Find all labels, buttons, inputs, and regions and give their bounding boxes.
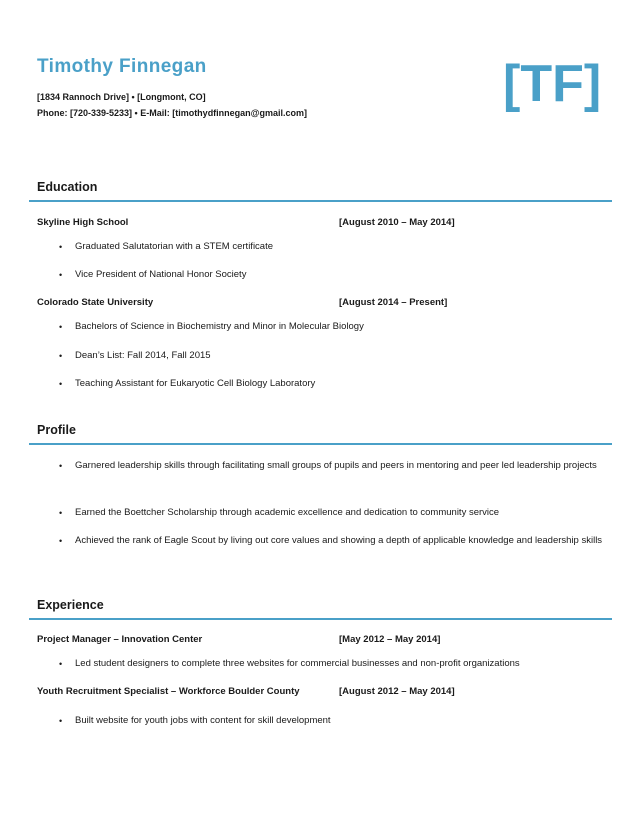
experience-entry-title: Youth Recruitment Specialist – Workforce Boulder County xyxy=(37,686,300,697)
bullet-icon: • xyxy=(59,536,63,546)
bullet-icon: • xyxy=(59,270,63,280)
experience-bullet: Led student designers to complete three websites for commercial businesses and non-profit organizations xyxy=(75,658,520,669)
bullet-icon: • xyxy=(59,322,63,332)
education-bullet: Graduated Salutatorian with a STEM certificate xyxy=(75,241,274,252)
profile-heading: Profile xyxy=(37,423,76,437)
bullet-icon: • xyxy=(59,508,63,518)
bullet-icon: • xyxy=(59,351,63,361)
bullet-icon: • xyxy=(59,659,63,669)
education-bullet: Bachelors of Science in Biochemistry and Minor in Molecular Biology xyxy=(75,321,364,332)
education-entry-date: [August 2014 – Present] xyxy=(339,297,448,308)
education-entry-title: Colorado State University xyxy=(37,297,154,308)
experience-entry-title: Project Manager – Innovation Center xyxy=(37,634,203,645)
profile-bullet: Achieved the rank of Eagle Scout by living out core values and showing a depth of applicable knowledge and leadership skills xyxy=(75,535,603,546)
education-entry-date: [August 2010 – May 2014] xyxy=(339,217,455,228)
candidate-name: Timothy Finnegan xyxy=(37,56,207,77)
profile-divider xyxy=(29,443,612,445)
bullet-icon: • xyxy=(59,379,63,389)
education-divider xyxy=(29,200,612,202)
bullet-icon: • xyxy=(59,716,63,726)
education-bullet: Vice President of National Honor Society xyxy=(75,269,247,280)
education-heading: Education xyxy=(37,180,98,194)
education-entry-title: Skyline High School xyxy=(37,217,129,228)
profile-bullet: Earned the Boettcher Scholarship through academic excellence and dedication to community service xyxy=(75,507,500,518)
profile-bullet: Garnered leadership skills through facilitating small groups of pupils and peers in mentoring and peer led leadership projects xyxy=(75,460,597,471)
experience-entry-date: [August 2012 – May 2014] xyxy=(339,686,455,697)
bullet-icon: • xyxy=(59,461,63,471)
experience-entry-date: [May 2012 – May 2014] xyxy=(339,634,441,645)
monogram-logo: [TF] xyxy=(503,55,602,113)
experience-bullet: Built website for youth jobs with content for skill development xyxy=(75,715,331,726)
bullet-icon: • xyxy=(59,242,63,252)
experience-heading: Experience xyxy=(37,598,104,612)
education-bullet: Teaching Assistant for Eukaryotic Cell Biology Laboratory xyxy=(75,378,316,389)
education-bullet: Dean’s List: Fall 2014, Fall 2015 xyxy=(75,350,211,361)
contact-line: Phone: [720-339-5233] • E-Mail: [timothydfinnegan@gmail.com] xyxy=(37,108,307,118)
address-line: [1834 Rannoch Drive] • [Longmont, CO] xyxy=(37,92,206,102)
experience-divider xyxy=(29,618,612,620)
